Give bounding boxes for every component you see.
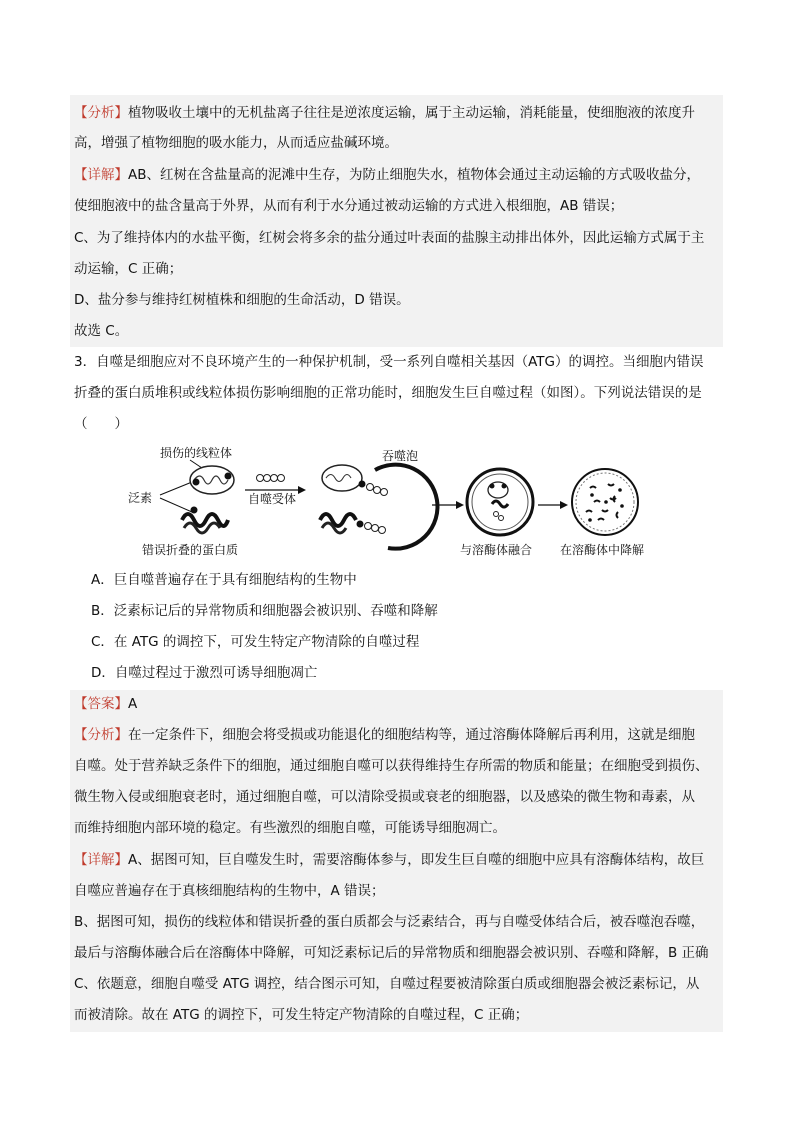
question-blank: （ ） [74, 416, 128, 432]
detail-line: 而被清除。故在 ATG 的调控下，可发生特定产物清除的自噬过程，C 正确； [74, 1007, 529, 1023]
label-misfolded: 错误折叠的蛋白质 [142, 543, 239, 557]
detail-line: 最后与溶酶体融合后在溶酶体中降解，可知泛素标记后的异常物质和细胞器会被识别、吞噬和降解，B 正确 [74, 945, 709, 961]
label-ubiquitin: 泛素 [128, 491, 153, 505]
detail-line: 使细胞液中的盐含量高于外界，从而有利于水分通过被动运输的方式进入根细胞，AB 错误； [74, 198, 624, 214]
label-damaged-mito: 损伤的线粒体 [160, 446, 233, 460]
label-phagophore: 吞噬泡 [382, 449, 419, 463]
option-b[interactable]: B．泛素标记后的异常物质和细胞器会被识别、吞噬和降解 [91, 603, 438, 619]
analysis-line: 【分析】植物吸收土壤中的无机盐离子往往是逆浓度运输，属于主动运输，消耗能量，使细胞液的浓度升 [74, 105, 695, 121]
analysis-tag: 【分析】 [74, 105, 128, 121]
detail-tag: 【详解】 [74, 167, 128, 183]
detail-line: 【详解】A、据图可知，巨自噬发生时，需要溶酶体参与，即发生巨自噬的细胞中应具有溶酶体结构，故巨 [74, 852, 705, 868]
lysosome-degrade-icon [572, 469, 638, 535]
option-c[interactable]: C．在 ATG 的调控下，可发生特定产物清除的自噬过程 [91, 634, 420, 650]
question-text: 3．自噬是细胞应对不良环境产生的一种保护机制，受一系列自噬相关基因（ATG）的调控。当细胞内错误 [74, 354, 704, 370]
detail-tag: 【详解】 [74, 852, 128, 868]
analysis-tag: 【分析】 [74, 727, 128, 743]
answer-tag: 【答案】 [74, 696, 128, 712]
analysis-line: 微生物入侵或细胞衰老时，通过细胞自噬，可以清除受损或衰老的细胞器，以及感染的微生物和毒素，从 [74, 789, 695, 805]
label-receptor: 自噬受体 [248, 492, 297, 506]
option-a[interactable]: A．巨自噬普遍存在于具有细胞结构的生物中 [91, 572, 357, 588]
mitochondrion-icon [190, 466, 234, 494]
receptor-chain-icon [257, 475, 285, 482]
answer-value: A [128, 696, 138, 712]
question-text: 折叠的蛋白质堆积或线粒体损伤影响细胞的正常功能时，细胞发生巨自噬过程（如图）。下列说法错误的是 [74, 385, 702, 401]
autophagosome-lysosome-icon [467, 469, 533, 535]
detail-line: B、据图可知，损伤的线粒体和错误折叠的蛋白质都会与泛素结合，再与自噬受体结合后，被吞噬泡吞噬， [74, 914, 705, 930]
autophagy-diagram [120, 440, 680, 565]
phagophore-icon [320, 465, 437, 549]
detail-line: 动运输，C 正确； [74, 261, 183, 277]
analysis-line: 高，增强了植物细胞的吸水能力，从而适应盐碱环境。 [74, 135, 398, 151]
analysis-line: 【分析】在一定条件下，细胞会将受损或功能退化的细胞结构等，通过溶酶体降解后再利用，这就是细胞 [74, 727, 695, 743]
detail-line: 故选 C。 [74, 323, 129, 339]
option-d[interactable]: D．自噬过程过于激烈可诱导细胞凋亡 [91, 665, 318, 681]
detail-line: C、依题意，细胞自噬受 ATG 调控，结合图示可知，自噬过程要被清除蛋白质或细胞器会被泛素标记，从 [74, 976, 700, 992]
detail-line: D、盐分参与维持红树植株和细胞的生命活动，D 错误。 [74, 292, 410, 308]
detail-line: 自噬应普遍存在于真核细胞结构的生物中，A 错误； [74, 883, 385, 899]
label-degrade: 在溶酶体中降解 [560, 543, 645, 557]
analysis-line: 而维持细胞内部环境的稳定。有些激烈的细胞自噬，可能诱导细胞凋亡。 [74, 820, 506, 836]
detail-line: 【详解】AB、红树在含盐量高的泥滩中生存，为防止细胞失水，植物体会通过主动运输的方式吸收盐分， [74, 167, 700, 183]
answer-line [74, 694, 137, 714]
label-fusion: 与溶酶体融合 [460, 543, 533, 557]
detail-line: C、为了维持体内的水盐平衡，红树会将多余的盐分通过叶表面的盐腺主动排出体外，因此运输方式属于主 [74, 230, 705, 246]
analysis-line: 自噬。处于营养缺乏条件下的细胞，通过细胞自噬可以获得维持生存所需的物质和能量；在细胞受到损伤、 [74, 758, 709, 774]
